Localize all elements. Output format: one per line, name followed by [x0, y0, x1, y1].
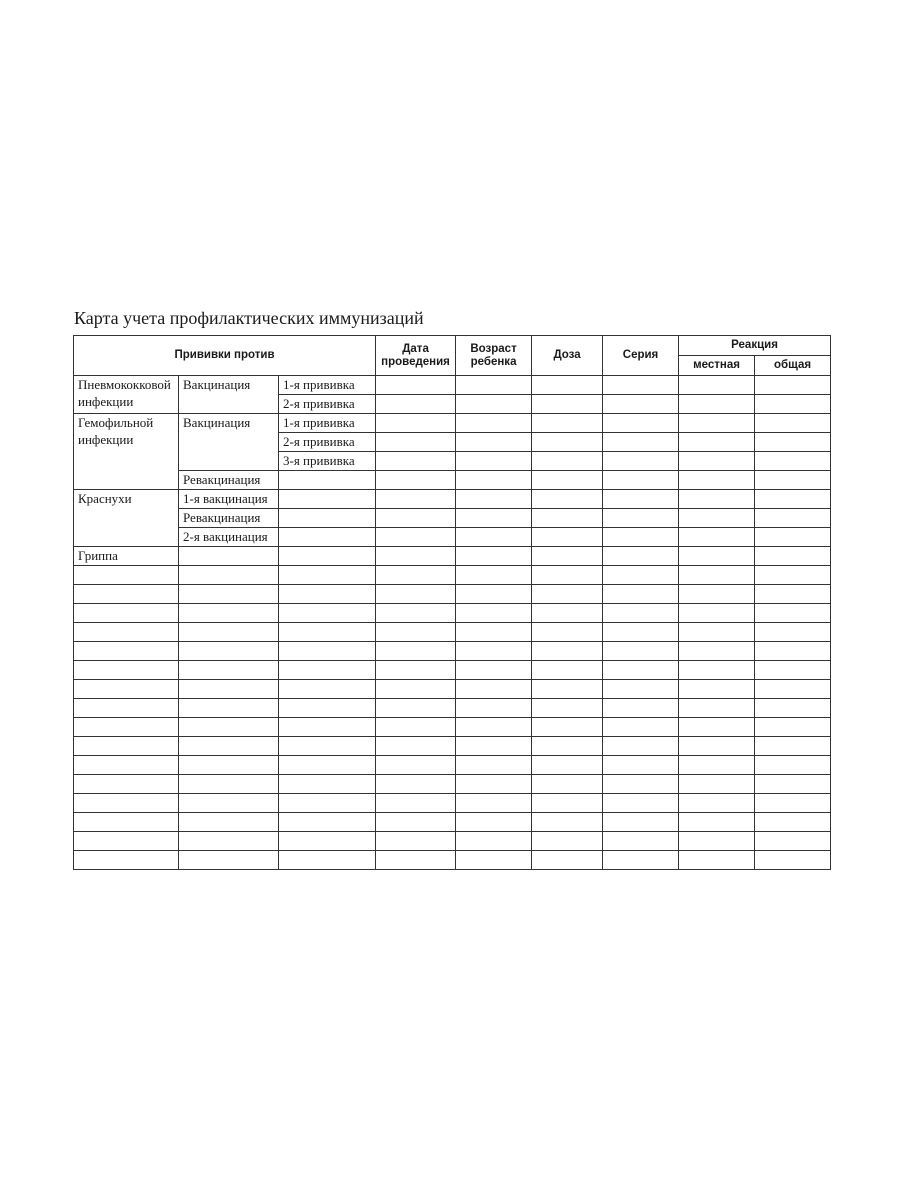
blank-cell[interactable] — [679, 699, 755, 718]
stage-cell: Ревакцинация — [179, 509, 279, 528]
table-row — [74, 490, 831, 509]
blank-cell[interactable] — [376, 699, 456, 718]
blank-cell[interactable] — [532, 699, 603, 718]
entry-cell[interactable] — [603, 433, 679, 452]
shot-cell[interactable] — [279, 490, 376, 509]
blank-cell[interactable] — [74, 813, 179, 832]
entry-cell[interactable] — [456, 395, 532, 414]
blank-cell[interactable] — [679, 813, 755, 832]
blank-cell[interactable] — [755, 623, 831, 642]
blank-cell[interactable] — [603, 566, 679, 585]
shot-cell[interactable] — [279, 528, 376, 547]
blank-cell[interactable] — [532, 756, 603, 775]
entry-cell[interactable] — [456, 452, 532, 471]
blank-row — [74, 813, 831, 832]
entry-cell[interactable] — [679, 376, 755, 395]
entry-cell[interactable] — [755, 395, 831, 414]
entry-cell[interactable] — [755, 490, 831, 509]
entry-cell[interactable] — [532, 433, 603, 452]
blank-cell[interactable] — [74, 794, 179, 813]
blank-cell[interactable] — [603, 680, 679, 699]
blank-cell[interactable] — [755, 585, 831, 604]
entry-cell[interactable] — [679, 433, 755, 452]
blank-cell[interactable] — [74, 623, 179, 642]
blank-cell[interactable] — [456, 737, 532, 756]
blank-row — [74, 661, 831, 680]
entry-cell[interactable] — [376, 452, 456, 471]
entry-cell[interactable] — [603, 452, 679, 471]
blank-cell[interactable] — [74, 680, 179, 699]
entry-cell[interactable] — [603, 490, 679, 509]
blank-cell[interactable] — [279, 718, 376, 737]
entry-cell[interactable] — [532, 490, 603, 509]
blank-cell[interactable] — [755, 813, 831, 832]
blank-cell[interactable] — [179, 794, 279, 813]
blank-row — [74, 699, 831, 718]
blank-cell[interactable] — [679, 585, 755, 604]
blank-cell[interactable] — [755, 756, 831, 775]
blank-cell[interactable] — [603, 604, 679, 623]
blank-cell[interactable] — [376, 775, 456, 794]
disease-cell: Краснухи — [74, 490, 179, 547]
blank-cell[interactable] — [279, 585, 376, 604]
blank-cell[interactable] — [456, 680, 532, 699]
blank-cell[interactable] — [532, 566, 603, 585]
blank-cell[interactable] — [755, 775, 831, 794]
blank-cell[interactable] — [679, 623, 755, 642]
stage-cell: Вакцинация — [179, 376, 279, 414]
entry-cell[interactable] — [376, 490, 456, 509]
header-date: Дата проведения — [376, 336, 456, 376]
blank-cell[interactable] — [279, 661, 376, 680]
shot-cell: 1-я прививка — [279, 376, 376, 395]
entry-cell[interactable] — [376, 528, 456, 547]
entry-cell[interactable] — [603, 395, 679, 414]
blank-cell[interactable] — [74, 851, 179, 870]
blank-cell[interactable] — [279, 813, 376, 832]
entry-cell[interactable] — [755, 547, 831, 566]
stage-cell: 2-я вакцинация — [179, 528, 279, 547]
entry-cell[interactable] — [679, 414, 755, 433]
entry-cell[interactable] — [755, 528, 831, 547]
blank-cell[interactable] — [456, 661, 532, 680]
blank-cell[interactable] — [603, 699, 679, 718]
blank-cell[interactable] — [179, 718, 279, 737]
entry-cell[interactable] — [456, 547, 532, 566]
table-row — [74, 376, 831, 395]
disease-cell: Гриппа — [74, 547, 179, 566]
entry-cell[interactable] — [376, 471, 456, 490]
blank-cell[interactable] — [74, 775, 179, 794]
blank-cell[interactable] — [376, 794, 456, 813]
blank-cell[interactable] — [376, 737, 456, 756]
blank-cell[interactable] — [179, 680, 279, 699]
blank-cell[interactable] — [532, 832, 603, 851]
blank-row — [74, 566, 831, 585]
blank-cell[interactable] — [74, 756, 179, 775]
blank-cell[interactable] — [74, 737, 179, 756]
blank-cell[interactable] — [376, 718, 456, 737]
blank-cell[interactable] — [755, 661, 831, 680]
blank-cell[interactable] — [603, 737, 679, 756]
blank-cell[interactable] — [456, 585, 532, 604]
blank-cell[interactable] — [679, 851, 755, 870]
blank-cell[interactable] — [179, 737, 279, 756]
entry-cell[interactable] — [755, 452, 831, 471]
blank-cell[interactable] — [179, 756, 279, 775]
entry-cell[interactable] — [603, 547, 679, 566]
header-reaction-general: общая — [755, 356, 831, 376]
entry-cell[interactable] — [532, 452, 603, 471]
blank-cell[interactable] — [755, 699, 831, 718]
blank-cell[interactable] — [532, 661, 603, 680]
blank-cell[interactable] — [376, 756, 456, 775]
blank-cell[interactable] — [279, 775, 376, 794]
entry-cell[interactable] — [755, 471, 831, 490]
blank-row — [74, 737, 831, 756]
blank-cell[interactable] — [74, 718, 179, 737]
blank-cell[interactable] — [376, 851, 456, 870]
blank-cell[interactable] — [603, 794, 679, 813]
header-age: Возраст ребенка — [456, 336, 532, 376]
blank-cell[interactable] — [279, 604, 376, 623]
entry-cell[interactable] — [603, 471, 679, 490]
blank-cell[interactable] — [532, 623, 603, 642]
entry-cell[interactable] — [679, 528, 755, 547]
blank-cell[interactable] — [74, 661, 179, 680]
disease-cell: Пневмококковой инфекции — [74, 376, 179, 414]
blank-cell[interactable] — [755, 718, 831, 737]
blank-cell[interactable] — [532, 585, 603, 604]
blank-cell[interactable] — [456, 566, 532, 585]
blank-cell[interactable] — [376, 661, 456, 680]
entry-cell[interactable] — [603, 528, 679, 547]
entry-cell[interactable] — [755, 376, 831, 395]
blank-cell[interactable] — [603, 661, 679, 680]
disease-cell: Гемофильной инфекции — [74, 414, 179, 490]
blank-row — [74, 680, 831, 699]
header-series: Серия — [603, 336, 679, 376]
blank-cell[interactable] — [456, 813, 532, 832]
entry-cell[interactable] — [376, 433, 456, 452]
blank-cell[interactable] — [679, 661, 755, 680]
blank-cell[interactable] — [74, 585, 179, 604]
blank-cell[interactable] — [376, 623, 456, 642]
blank-cell[interactable] — [74, 604, 179, 623]
blank-row — [74, 756, 831, 775]
entry-cell[interactable] — [376, 509, 456, 528]
blank-cell[interactable] — [74, 699, 179, 718]
blank-cell[interactable] — [456, 718, 532, 737]
entry-cell[interactable] — [532, 471, 603, 490]
shot-cell[interactable] — [279, 509, 376, 528]
stage-cell[interactable] — [179, 547, 279, 566]
blank-cell[interactable] — [279, 737, 376, 756]
blank-cell[interactable] — [603, 775, 679, 794]
blank-cell[interactable] — [179, 642, 279, 661]
blank-cell[interactable] — [532, 718, 603, 737]
blank-cell[interactable] — [179, 775, 279, 794]
entry-cell[interactable] — [679, 395, 755, 414]
blank-cell[interactable] — [279, 680, 376, 699]
blank-cell[interactable] — [532, 851, 603, 870]
entry-cell[interactable] — [755, 433, 831, 452]
entry-cell[interactable] — [376, 376, 456, 395]
shot-cell[interactable] — [279, 547, 376, 566]
blank-cell[interactable] — [679, 737, 755, 756]
blank-cell[interactable] — [456, 623, 532, 642]
table-row — [74, 528, 831, 547]
blank-cell[interactable] — [456, 756, 532, 775]
entry-cell[interactable] — [679, 509, 755, 528]
entry-cell[interactable] — [755, 414, 831, 433]
blank-cell[interactable] — [679, 756, 755, 775]
blank-cell[interactable] — [456, 604, 532, 623]
blank-cell[interactable] — [279, 851, 376, 870]
blank-cell[interactable] — [679, 604, 755, 623]
blank-cell[interactable] — [179, 661, 279, 680]
blank-cell[interactable] — [603, 718, 679, 737]
blank-cell[interactable] — [179, 832, 279, 851]
blank-cell[interactable] — [532, 813, 603, 832]
entry-cell[interactable] — [376, 395, 456, 414]
entry-cell[interactable] — [679, 471, 755, 490]
blank-cell[interactable] — [456, 775, 532, 794]
stage-cell: Вакцинация — [179, 414, 279, 471]
blank-row — [74, 642, 831, 661]
blank-cell[interactable] — [532, 604, 603, 623]
blank-cell[interactable] — [376, 832, 456, 851]
blank-cell[interactable] — [456, 794, 532, 813]
blank-cell[interactable] — [532, 642, 603, 661]
blank-cell[interactable] — [456, 832, 532, 851]
entry-cell[interactable] — [532, 414, 603, 433]
shot-cell[interactable] — [279, 471, 376, 490]
blank-cell[interactable] — [376, 566, 456, 585]
immunization-table — [73, 335, 831, 870]
blank-cell[interactable] — [532, 737, 603, 756]
shot-cell: 2-я прививка — [279, 395, 376, 414]
blank-cell[interactable] — [755, 642, 831, 661]
stage-cell: Ревакцинация — [179, 471, 279, 490]
shot-cell: 1-я прививка — [279, 414, 376, 433]
blank-cell[interactable] — [456, 851, 532, 870]
blank-cell[interactable] — [679, 642, 755, 661]
table-row — [74, 547, 831, 566]
blank-cell[interactable] — [603, 756, 679, 775]
blank-cell[interactable] — [179, 699, 279, 718]
blank-cell[interactable] — [679, 775, 755, 794]
table-row — [74, 414, 831, 433]
shot-cell: 2-я прививка — [279, 433, 376, 452]
blank-cell[interactable] — [679, 794, 755, 813]
entry-cell[interactable] — [456, 433, 532, 452]
blank-cell[interactable] — [279, 832, 376, 851]
blank-row — [74, 775, 831, 794]
header-reaction: Реакция — [679, 336, 831, 356]
blank-cell[interactable] — [279, 756, 376, 775]
entry-cell[interactable] — [755, 509, 831, 528]
blank-cell[interactable] — [179, 623, 279, 642]
blank-cell[interactable] — [279, 699, 376, 718]
entry-cell[interactable] — [532, 395, 603, 414]
blank-cell[interactable] — [603, 832, 679, 851]
entry-cell[interactable] — [456, 414, 532, 433]
blank-cell[interactable] — [179, 585, 279, 604]
blank-rows — [74, 566, 831, 870]
entry-cell[interactable] — [679, 547, 755, 566]
blank-row — [74, 794, 831, 813]
blank-cell[interactable] — [376, 585, 456, 604]
blank-row — [74, 718, 831, 737]
header-dose: Доза — [532, 336, 603, 376]
blank-cell[interactable] — [603, 851, 679, 870]
blank-cell[interactable] — [376, 680, 456, 699]
entry-cell[interactable] — [679, 452, 755, 471]
blank-cell[interactable] — [74, 642, 179, 661]
table-row — [74, 471, 831, 490]
blank-row — [74, 585, 831, 604]
entry-cell[interactable] — [603, 376, 679, 395]
entry-cell[interactable] — [456, 376, 532, 395]
blank-cell[interactable] — [74, 566, 179, 585]
blank-cell[interactable] — [603, 623, 679, 642]
entry-cell[interactable] — [603, 414, 679, 433]
blank-cell[interactable] — [755, 851, 831, 870]
header-reaction-local: местная — [679, 356, 755, 376]
shot-cell: 3-я прививка — [279, 452, 376, 471]
blank-cell[interactable] — [74, 832, 179, 851]
blank-cell[interactable] — [532, 794, 603, 813]
blank-cell[interactable] — [179, 566, 279, 585]
blank-cell[interactable] — [603, 813, 679, 832]
blank-cell[interactable] — [532, 680, 603, 699]
page-title: Карта учета профилактических иммунизаций — [74, 308, 424, 328]
blank-row — [74, 623, 831, 642]
blank-cell[interactable] — [179, 813, 279, 832]
entry-cell[interactable] — [456, 509, 532, 528]
entry-cell[interactable] — [456, 471, 532, 490]
blank-cell[interactable] — [456, 642, 532, 661]
header-vaccinations-against: Прививки против — [74, 336, 376, 376]
blank-cell[interactable] — [679, 680, 755, 699]
blank-cell[interactable] — [755, 566, 831, 585]
stage-cell: 1-я вакцинация — [179, 490, 279, 509]
blank-cell[interactable] — [755, 680, 831, 699]
entry-cell[interactable] — [532, 528, 603, 547]
blank-cell[interactable] — [179, 604, 279, 623]
blank-cell[interactable] — [376, 604, 456, 623]
blank-cell[interactable] — [279, 794, 376, 813]
blank-cell[interactable] — [679, 718, 755, 737]
blank-cell[interactable] — [376, 642, 456, 661]
blank-cell[interactable] — [755, 794, 831, 813]
blank-cell[interactable] — [376, 813, 456, 832]
entry-cell[interactable] — [603, 509, 679, 528]
blank-row — [74, 851, 831, 870]
blank-row — [74, 604, 831, 623]
blank-cell[interactable] — [532, 775, 603, 794]
blank-cell[interactable] — [456, 699, 532, 718]
entry-cell[interactable] — [679, 490, 755, 509]
blank-cell[interactable] — [679, 566, 755, 585]
entry-cell[interactable] — [532, 509, 603, 528]
entry-cell[interactable] — [376, 547, 456, 566]
blank-cell[interactable] — [179, 851, 279, 870]
entry-cell[interactable] — [532, 376, 603, 395]
blank-cell[interactable] — [755, 604, 831, 623]
entry-cell[interactable] — [456, 490, 532, 509]
blank-cell[interactable] — [603, 585, 679, 604]
blank-cell[interactable] — [755, 737, 831, 756]
blank-cell[interactable] — [755, 832, 831, 851]
blank-cell[interactable] — [679, 832, 755, 851]
entry-cell[interactable] — [456, 528, 532, 547]
blank-cell[interactable] — [603, 642, 679, 661]
table-row — [74, 509, 831, 528]
entry-cell[interactable] — [532, 547, 603, 566]
blank-cell[interactable] — [279, 566, 376, 585]
blank-cell[interactable] — [279, 623, 376, 642]
blank-cell[interactable] — [279, 642, 376, 661]
entry-cell[interactable] — [376, 414, 456, 433]
blank-row — [74, 832, 831, 851]
